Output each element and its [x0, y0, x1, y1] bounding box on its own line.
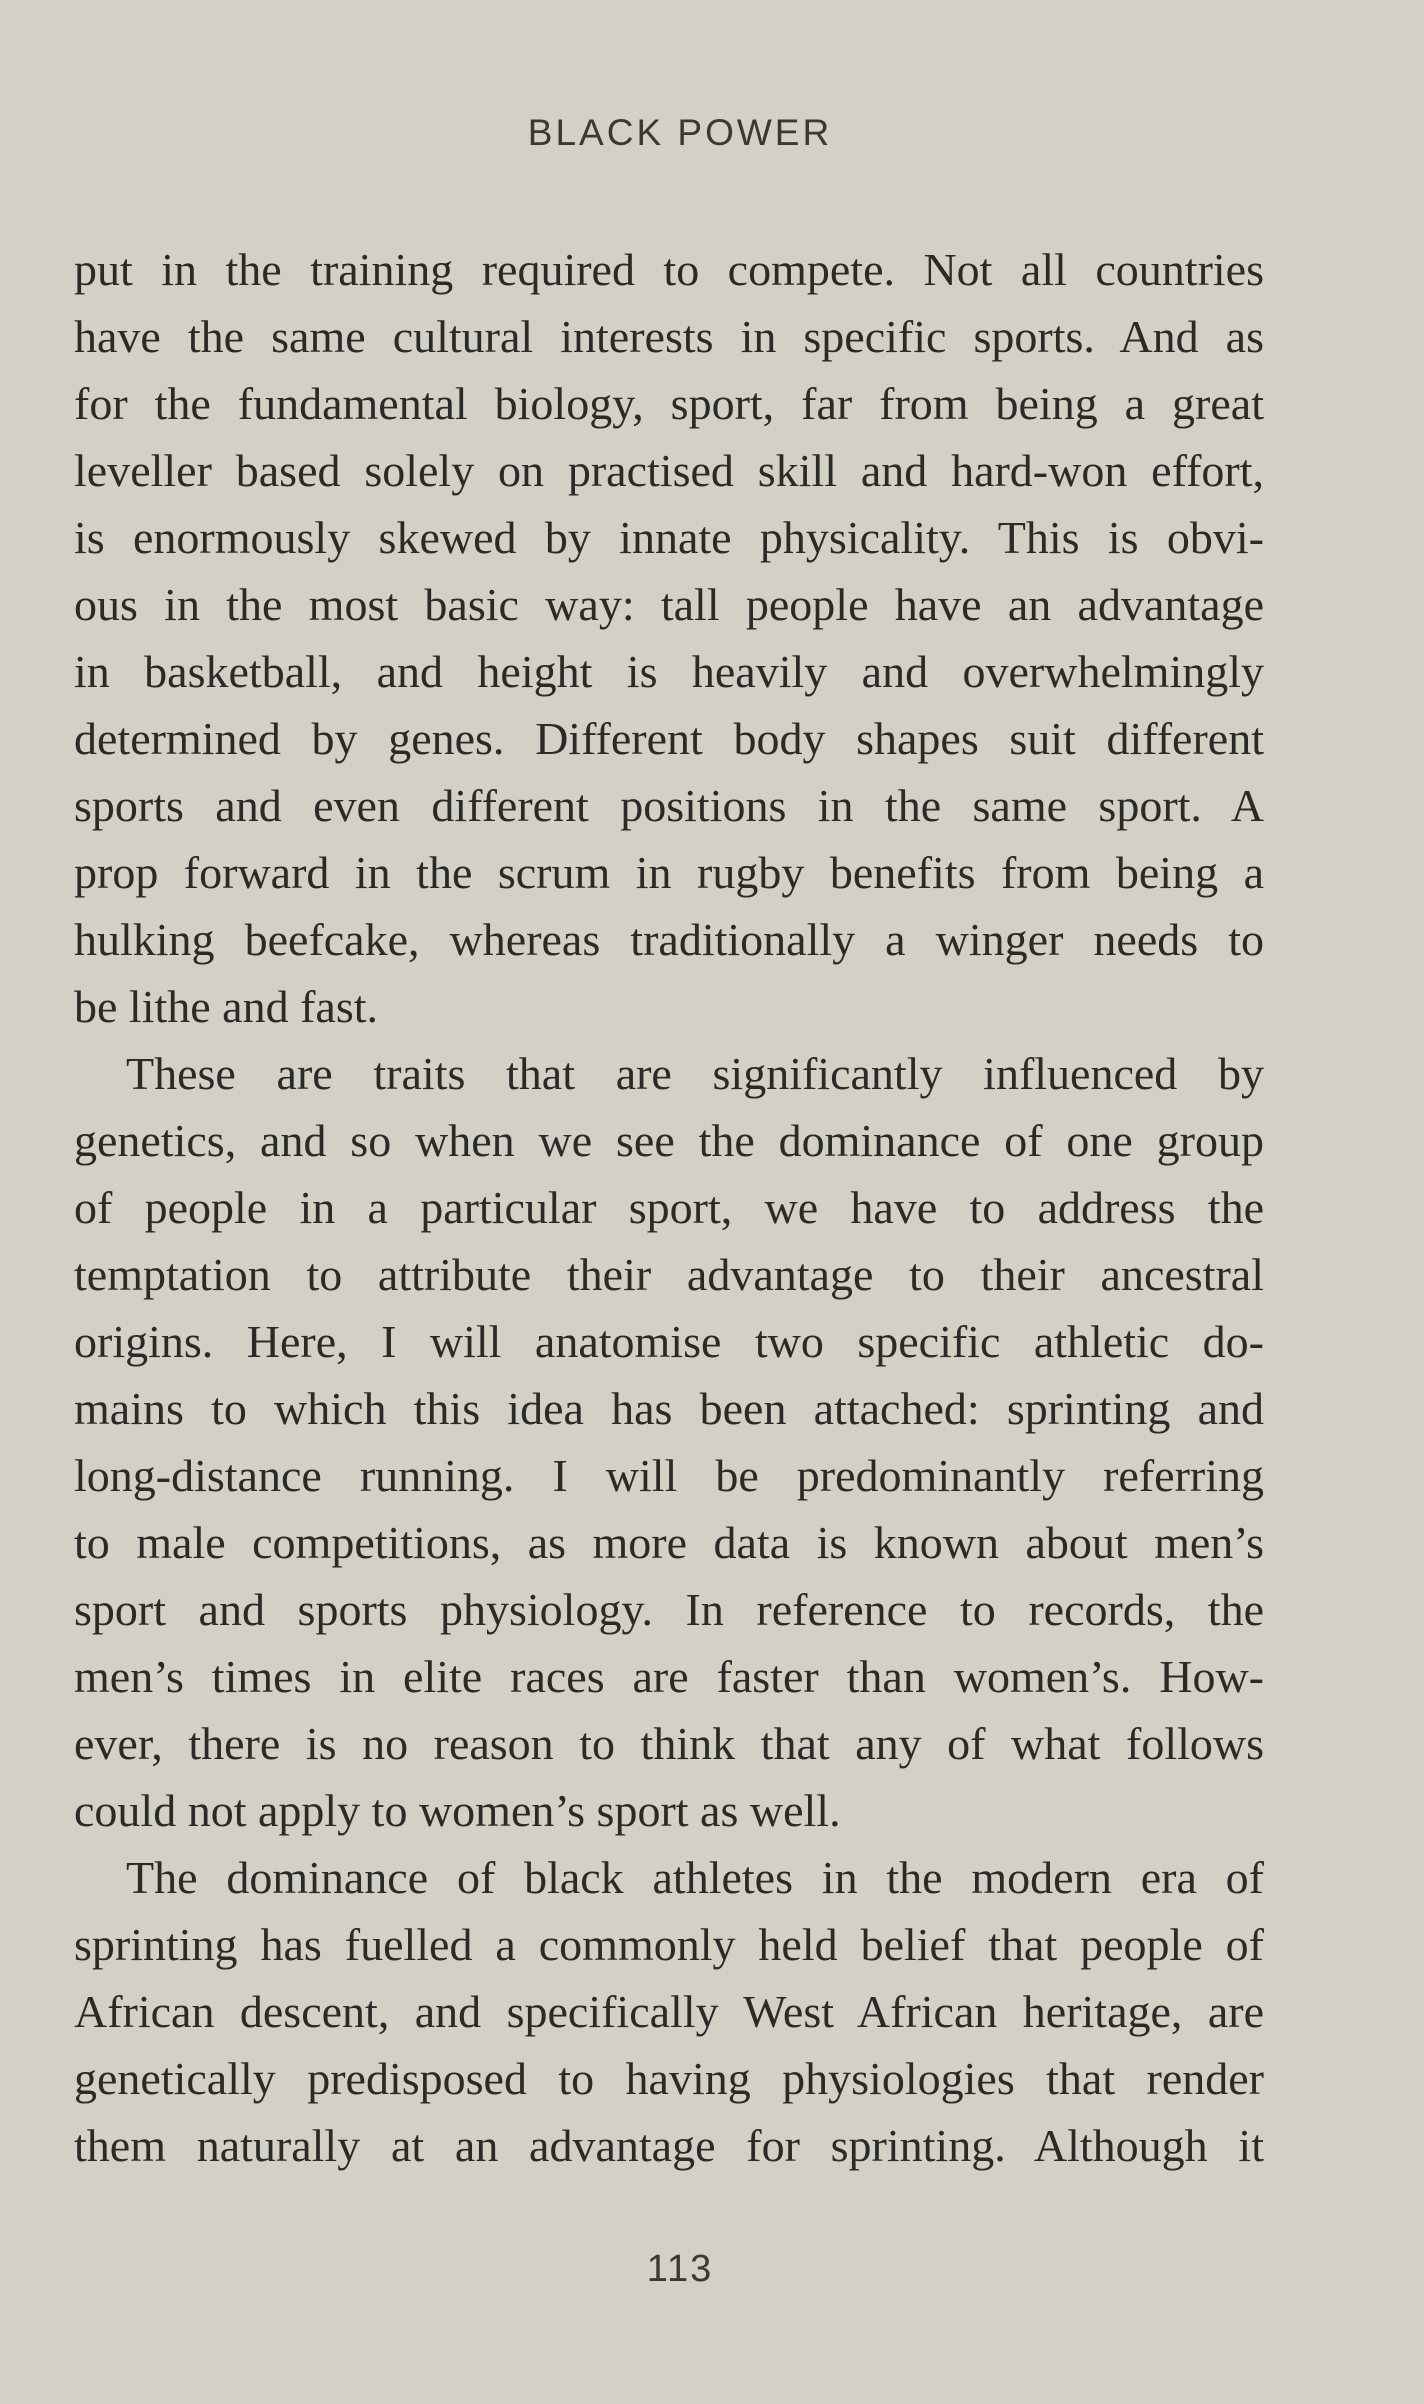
text-line: is enormously skewed by innate physicality. This is obvi-: [74, 512, 1264, 563]
text-line: sport and sports physiology. In reference to records, the: [74, 1584, 1264, 1635]
text-line: long-distance running. I will be predominantly referring: [74, 1450, 1264, 1501]
text-line: could not apply to women’s sport as well.: [74, 1785, 841, 1836]
body-text: [74, 236, 1264, 2179]
text-line: them naturally at an advantage for sprinting. Although it: [74, 2120, 1264, 2171]
text-line: mains to which this idea has been attached: sprinting and: [74, 1383, 1264, 1434]
text-line: determined by genes. Different body shapes suit different: [74, 713, 1264, 764]
page-number: 113: [646, 2248, 714, 2290]
text-line: sports and even different positions in the same sport. A: [74, 780, 1264, 831]
text-line: genetics, and so when we see the dominance of one group: [74, 1115, 1264, 1166]
text-line: to male competitions, as more data is known about men’s: [74, 1517, 1264, 1568]
text-line: in basketball, and height is heavily and overwhelmingly: [74, 646, 1264, 697]
text-line: temptation to attribute their advantage to their ancestral: [74, 1249, 1264, 1300]
text-line: ous in the most basic way: tall people have an advantage: [74, 579, 1264, 630]
text-line: African descent, and specifically West African heritage, are: [74, 1986, 1264, 2037]
text-line: leveller based solely on practised skill and hard-won effort,: [74, 445, 1264, 496]
text-line: for the fundamental biology, sport, far from being a great: [74, 378, 1264, 429]
text-line: be lithe and fast.: [74, 981, 379, 1032]
text-line: have the same cultural interests in specific sports. And as: [74, 311, 1264, 362]
running-head: BLACK POWER: [527, 112, 833, 153]
text-line: of people in a particular sport, we have to address the: [74, 1182, 1264, 1233]
text-line: put in the training required to compete. Not all countries: [74, 244, 1264, 295]
text-line: The dominance of black athletes in the modern era of: [126, 1852, 1264, 1903]
text-line: genetically predisposed to having physiologies that render: [74, 2053, 1264, 2104]
text-line: These are traits that are significantly influenced by: [126, 1048, 1264, 1099]
text-line: origins. Here, I will anatomise two specific athletic do-: [74, 1316, 1264, 1367]
text-line: men’s times in elite races are faster than women’s. How-: [74, 1651, 1264, 1702]
paragraph-1: [74, 236, 1264, 1040]
text-line: ever, there is no reason to think that any of what follows: [74, 1718, 1264, 1769]
paragraph-2: [74, 1040, 1264, 1844]
text-line: hulking beefcake, whereas traditionally a winger needs to: [74, 914, 1264, 965]
text-line: sprinting has fuelled a commonly held belief that people of: [74, 1919, 1264, 1970]
paragraph-3: [74, 1844, 1264, 2179]
text-line: prop forward in the scrum in rugby benefits from being a: [74, 847, 1264, 898]
